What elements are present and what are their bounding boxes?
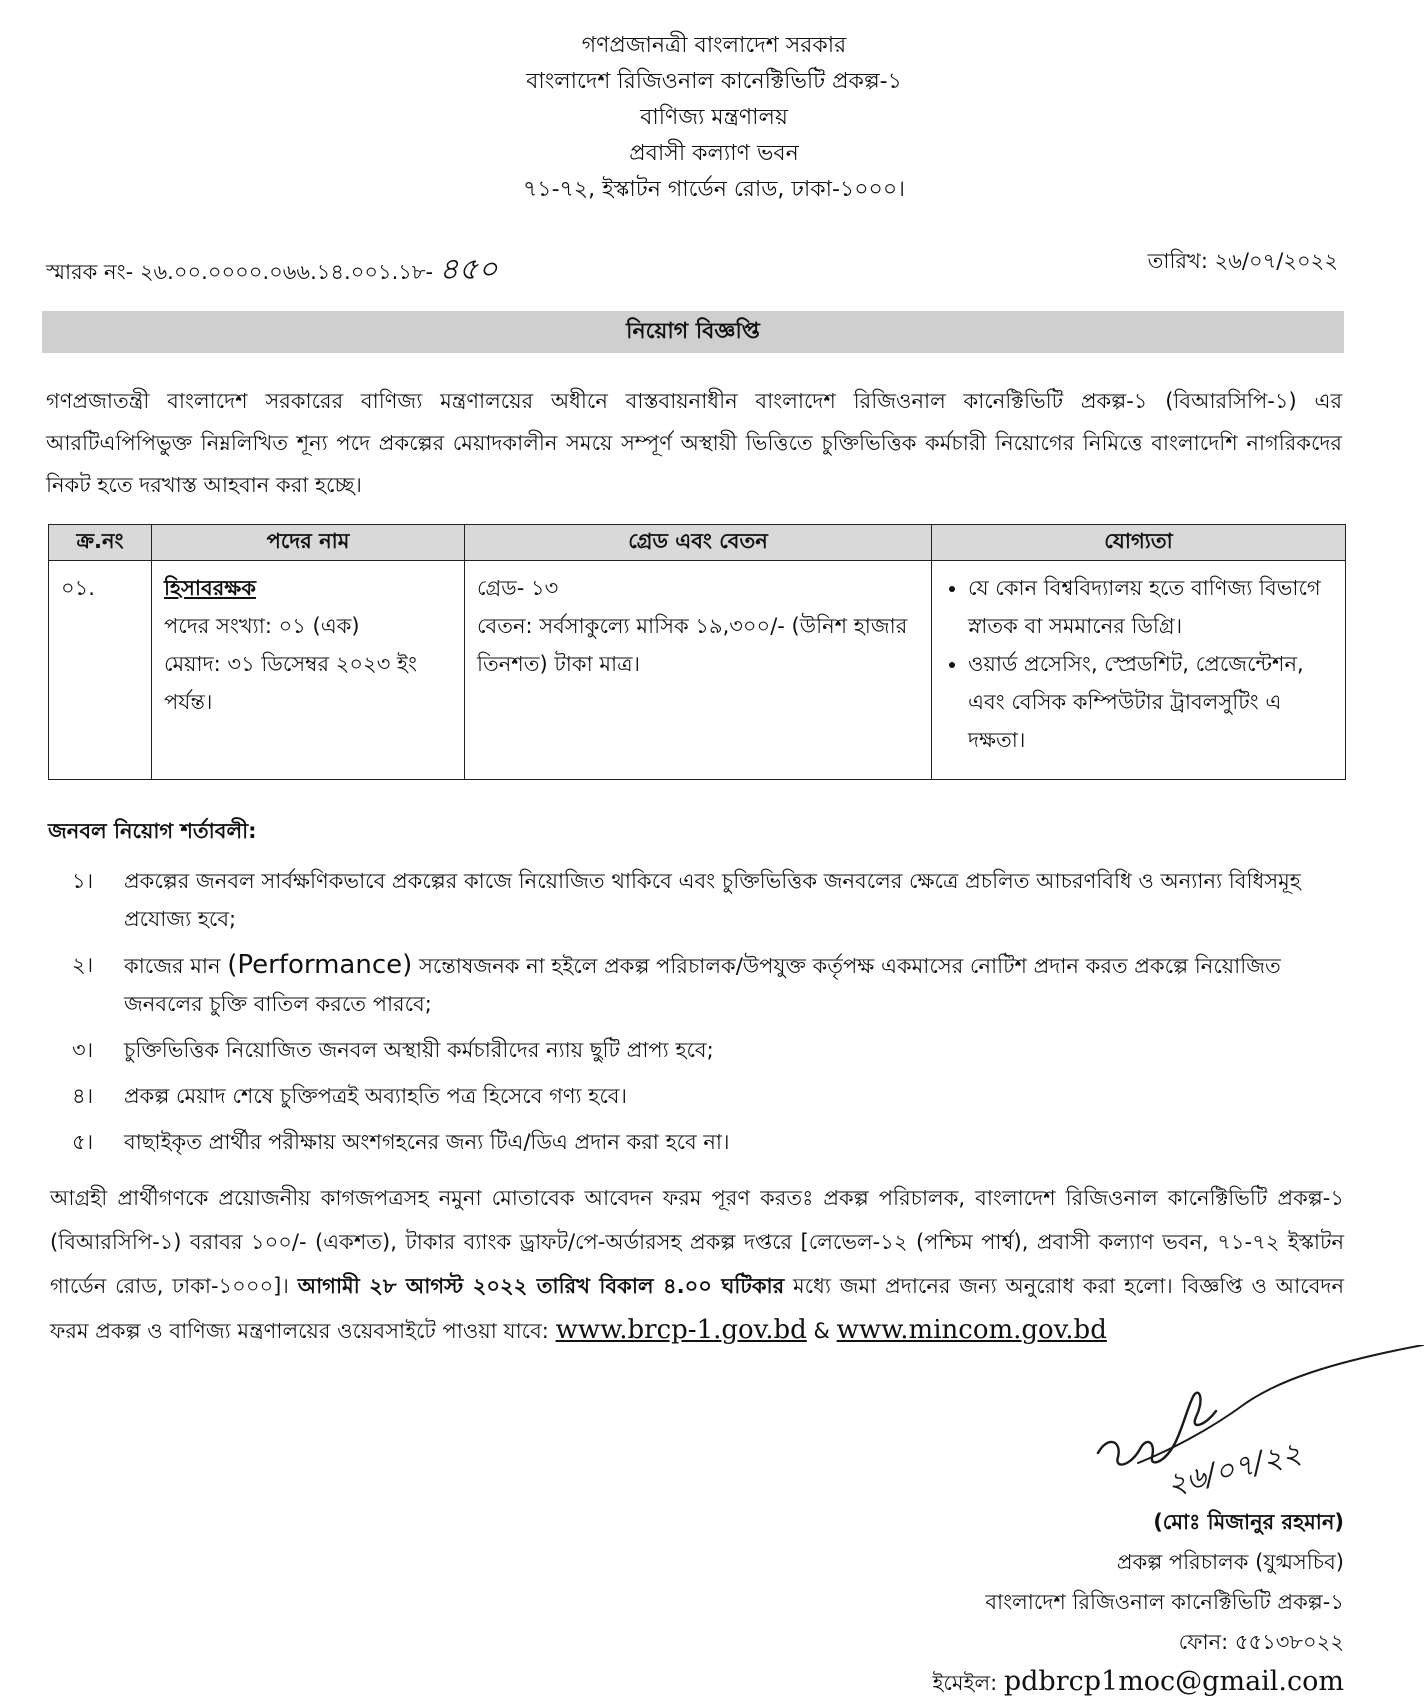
conditions-list — [60, 862, 1342, 1169]
condition-number: ২। — [72, 953, 94, 977]
memo-label: স্মারক নং- ২৬.০০.০০০০.০৬৬.১৪.০০১.১৮- — [46, 260, 434, 284]
header-grade-salary: গ্রেড এবং বেতন — [465, 525, 932, 561]
qualification-item: • ওয়ার্ড প্রসেসিং, স্প্রেডশিট, প্রেজেন্টেশন, এবং বেসিক কম্পিউটার ট্রাবলসুটিং এ দক্ষতা। — [968, 645, 1333, 759]
qualification-item: • যে কোন বিশ্ববিদ্যালয় হতে বাণিজ্য বিভাগে স্নাতক বা সমমানের ডিগ্রি। — [968, 569, 1333, 645]
table-row — [49, 561, 1346, 780]
signatory-phone: ফোন: ৫৫১৩৮০২২ — [1178, 1630, 1344, 1654]
condition-item — [60, 946, 1342, 1023]
condition-text-after: সন্তোষজনক না হইলে প্রকল্প পরিচালক/উপযুক্ত কর্তৃপক্ষ একমাসের নোটিশ প্রদান করত প্রকল্পে নিয়োজিত জনবলের চুক্তি বাতিল করতে পারবে; — [124, 954, 1281, 1016]
signatory-designation: প্রকল্প পরিচালক (যুগ্মসচিব) — [1116, 1550, 1344, 1574]
letterhead-project: বাংলাদেশ রিজিওনাল কানেক্টিভিটি প্রকল্প-১ — [526, 69, 902, 94]
ministry-website-link[interactable]: www.mincom.gov.bd — [836, 1315, 1107, 1345]
condition-item — [60, 1077, 1342, 1115]
letterhead-building: প্রবাসী কল্যাণ ভবন — [629, 141, 799, 166]
signatory-name: (মোঃ মিজানুর রহমান) — [1153, 1510, 1344, 1534]
salary: বেতন: সর্বসাকুল্যে মাসিক ১৯,৩০০/- (উনিশ হাজার তিনশত) টাকা মাত্র। — [477, 614, 908, 676]
letterhead-address: ৭১-৭২, ইস্কাটন গার্ডেন রোড, ঢাকা-১০০০। — [522, 177, 906, 202]
conditions-title: জনবল নিয়োগ শর্তাবলী: — [48, 819, 257, 843]
qualification-list — [944, 569, 1333, 759]
condition-number: ৪। — [72, 1084, 94, 1108]
letterhead-government: গণপ্রজানত্রী বাংলাদেশ সরকার — [581, 33, 847, 58]
header-qualification: যোগ্যতা — [932, 525, 1346, 561]
project-website-link[interactable]: www.brcp-1.gov.bd — [555, 1315, 807, 1345]
condition-text-before: কাজের মান — [124, 954, 221, 978]
grade: গ্রেড- ১৩ — [477, 576, 559, 600]
condition-text: বাছাইকৃত প্রার্থীর পরীক্ষায় অংশগহনের জন্য টিএ/ডিএ প্রদান করা হবে না। — [124, 1130, 730, 1154]
handwritten-signature — [1078, 1345, 1428, 1505]
ampersand: & — [813, 1319, 830, 1343]
instructions-text-continued: মধ্যে জমা প্রদানের জন্য অনুরোধ করা হলো। বিজ্ঞপ্তি ও আবেদন ফরম প্রকল্প ও বাণিজ্য মন্ত্রণালয়ের ওয়েবসাইটে পাওয়া যাবে: — [50, 1274, 1344, 1343]
post-name: হিসাবরক্ষক — [164, 576, 256, 600]
signatory-email[interactable]: pdbrcp1moc@gmail.com — [1003, 1666, 1344, 1697]
condition-item — [60, 862, 1342, 938]
header-post-name: পদের নাম — [152, 525, 465, 561]
table-header-row — [49, 525, 1346, 561]
letterhead — [0, 28, 1428, 208]
condition-text: প্রকল্প মেয়াদ শেষে চুক্তিপত্রই অব্যাহতি পত্র হিসেবে গণ্য হবে। — [124, 1084, 627, 1108]
notice-title: নিয়োগ বিজ্ঞপ্তি — [42, 311, 1344, 353]
memo-number — [46, 245, 498, 296]
condition-number: ৩। — [72, 1038, 94, 1062]
condition-item — [60, 1123, 1342, 1161]
vacancy-table — [48, 524, 1346, 780]
cell-post — [152, 561, 465, 780]
condition-text: প্রকল্পের জনবল সার্বক্ষণিকভাবে প্রকল্পের কাজে নিয়োজিত থাকিবে এবং চুক্তিভিত্তিক জনবলের ক্ষেত্রে প্রচলিত আচরণবিধি ও অন্যান্য বিধিসমূহ প্রযোজ্য হবে; — [124, 869, 1301, 931]
letterhead-ministry: বাণিজ্য মন্ত্রণালয় — [640, 105, 788, 130]
condition-text: চুক্তিভিত্তিক নিয়োজিত জনবল অস্থায়ী কর্মচারীদের ন্যায় ছুটি প্রাপ্য হবে; — [124, 1038, 714, 1062]
cell-grade-salary — [465, 561, 932, 780]
condition-number: ৫। — [72, 1130, 94, 1154]
instructions-text: আগ্রহী প্রার্থীগণকে প্রয়োজনীয় কাগজপত্রসহ নমুনা মোতাবেক আবেদন ফরম পূরণ করতঃ প্রকল্প পরিচালক, বাংলাদেশ রিজিওনাল কানেক্টিভিটি প্রকল্প-১ (বিআরসিপি-১) বরাবর ১০০/- (একশত), টাকার ব্যাংক ড্রাফট/পে-অর্ডারসহ প্রকল্প দপ্তরে [লেভেল-১২ (পশ্চিম পার্শ্ব), প্রবাসী কল্যাণ ভবন, ৭১-৭২ ইস্কাটন গার্ডেন রোড, ঢাকা-১০০০]। — [50, 1186, 1344, 1298]
signature-block — [933, 1502, 1345, 1703]
cell-qualification — [932, 561, 1346, 780]
condition-item — [60, 1031, 1342, 1069]
post-count: পদের সংখ্যা: ০১ (এক) — [164, 614, 360, 638]
signature-date: ২৬/০৭/২২ — [1163, 1435, 1306, 1503]
condition-number: ১। — [72, 869, 94, 893]
condition-performance-term: (Performance) — [227, 950, 413, 980]
deadline-text: আগামী ২৮ আগস্ট ২০২২ তারিখ বিকাল ৪.০০ ঘটিকার — [297, 1274, 785, 1298]
email-label: ইমেইল: — [932, 1671, 998, 1695]
cell-serial: ০১. — [49, 561, 152, 780]
post-duration: মেয়াদ: ৩১ ডিসেম্বর ২০২৩ ইং পর্যন্ত। — [164, 652, 418, 714]
header-serial: ক্র.নং — [49, 525, 152, 561]
intro-paragraph: গণপ্রজাতন্ত্রী বাংলাদেশ সরকারের বাণিজ্য মন্ত্রণালয়ের অধীনে বাস্তবায়নাধীন বাংলাদেশ রিজিওনাল কানেক্টিভিটি প্রকল্প-১ (বিআরসিপি-১) এর আরটিএপিপিভুক্ত নিম্নলিখিত শূন্য পদে প্রকল্পের মেয়াদকালীন সময়ে সম্পূর্ণ অস্থায়ী ভিত্তিতে চুক্তিভিত্তিক কর্মচারী নিয়োগের নিমিত্তে বাংলাদেশি নাগরিকদের নিকট হতে দরখাস্ত আহবান করা হচ্ছে। — [46, 389, 1342, 497]
application-instructions — [50, 1176, 1344, 1353]
memo-handwritten-number: ৪৫০ — [439, 252, 498, 287]
memo-date: তারিখ: ২৬/০৭/২০২২ — [1147, 249, 1338, 273]
signatory-project: বাংলাদেশ রিজিওনাল কানেক্টিভিটি প্রকল্প-১ — [985, 1590, 1344, 1614]
